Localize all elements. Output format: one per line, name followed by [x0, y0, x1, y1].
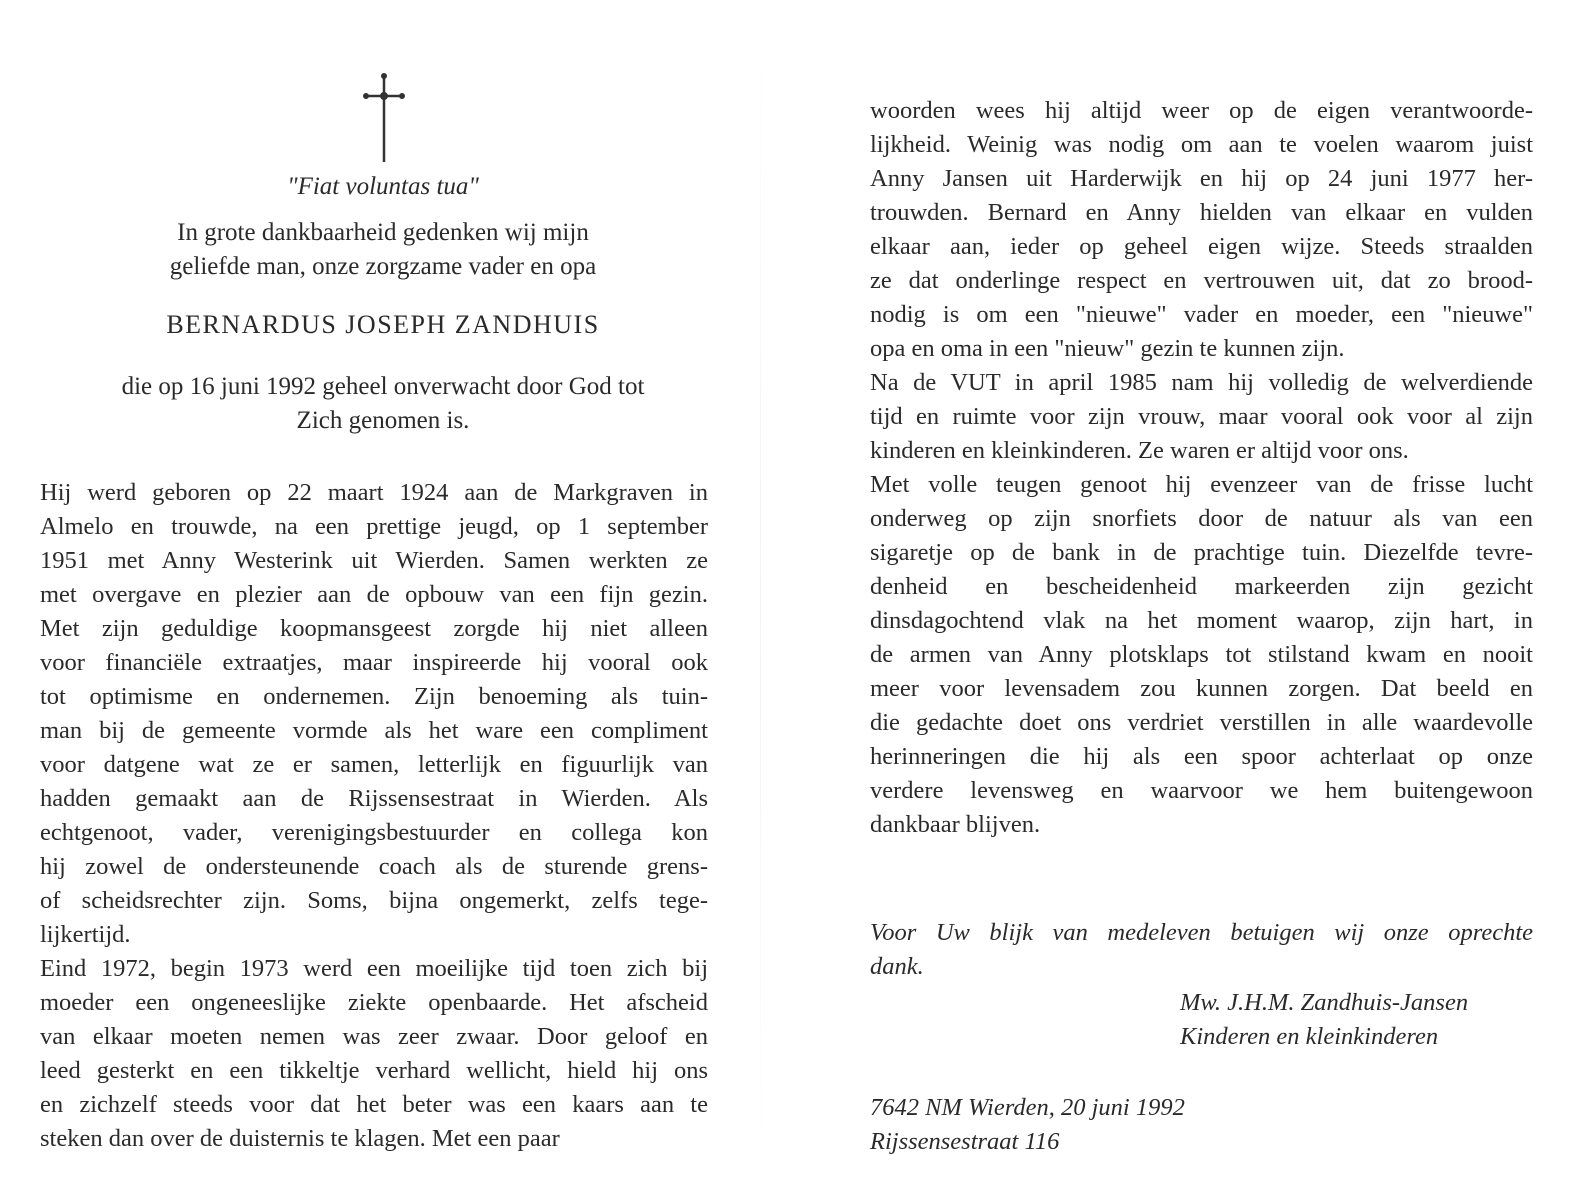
address-line: Rijssensestraat 116: [870, 1128, 1060, 1155]
text-line: herinneringen die hij als een spoor achterlaat op onze: [870, 743, 1533, 770]
intro-line: In grote dankbaarheid gedenken wij mijn: [177, 219, 589, 246]
text-line: Eind 1972, begin 1973 werd een moeilijke tijd toen zich bij: [40, 955, 708, 982]
signature: [1180, 986, 1468, 1054]
thanks-note: [870, 916, 1533, 984]
signature-line: Mw. J.H.M. Zandhuis-Jansen: [1180, 989, 1469, 1016]
text-line: voor financiële extraatjes, maar inspireerde hij vooral ook: [40, 649, 708, 676]
address-line: 7642 NM Wierden, 20 juni 1992: [870, 1094, 1185, 1121]
text-line: Na de VUT in april 1985 nam hij volledig de welverdiende: [870, 369, 1533, 396]
text-line: Hij werd geboren op 22 maart 1924 aan de Markgraven in: [40, 479, 708, 506]
intro-line: geliefde man, onze zorgzame vader en opa: [169, 253, 597, 280]
biography-left-column: [40, 476, 708, 1156]
biography-right-column: [870, 94, 1533, 842]
motto: "Fiat voluntas tua": [287, 173, 479, 200]
address: [870, 1091, 1185, 1159]
text-line: hij zowel de ondersteunende coach als de sturende grens-: [40, 853, 708, 880]
text-line: Anny Jansen uit Harderwijk en hij op 24 juni 1977 her-: [870, 165, 1533, 192]
intro: [33, 216, 733, 284]
text-line: nodig is om een "nieuwe" vader en moeder, een "nieuwe": [870, 301, 1533, 328]
death-notice: [33, 370, 733, 438]
cross-icon: [362, 72, 406, 164]
text-line: verdere levensweg en waarvoor we hem buitengewoon: [870, 777, 1533, 804]
text-line: kinderen en kleinkinderen. Ze waren er altijd voor ons.: [870, 437, 1409, 464]
text-line: hadden gemaakt aan de Rijssensestraat in Wierden. Als: [40, 785, 708, 812]
text-line: Almelo en trouwde, na een prettige jeugd, op 1 september: [40, 513, 708, 540]
signature-line: Kinderen en kleinkinderen: [1180, 1023, 1439, 1050]
text-line: en zichzelf steeds voor dat het beter was een kaars aan te: [40, 1091, 708, 1118]
text-line: Met zijn geduldige koopmansgeest zorgde hij niet alleen: [40, 615, 708, 642]
text-line: woorden wees hij altijd weer op de eigen verantwoorde-: [870, 97, 1533, 124]
text-line: onderweg op zijn snorfiets door de natuur als van een: [870, 505, 1533, 532]
text-line: Met volle teugen genoot hij evenzeer van de frisse lucht: [870, 471, 1533, 498]
text-line: 1951 met Anny Westerink uit Wierden. Samen werkten ze: [40, 547, 708, 574]
text-line: of scheidsrechter zijn. Soms, bijna ongemerkt, zelfs tege-: [40, 887, 708, 914]
text-line: tot optimisme en ondernemen. Zijn benoeming als tuin-: [40, 683, 708, 710]
thanks-line: dank.: [870, 953, 924, 980]
text-line: die gedachte doet ons verdriet verstillen in alle waardevolle: [870, 709, 1533, 736]
text-line: leed gesterkt en een tikkeltje verhard wellicht, hield hij ons: [40, 1057, 708, 1084]
text-line: denheid en bescheidenheid markeerden zijn gezicht: [870, 573, 1533, 600]
death-line: Zich genomen is.: [296, 407, 470, 434]
text-line: van elkaar moeten nemen was zeer zwaar. Door geloof en: [40, 1023, 708, 1050]
death-line: die op 16 juni 1992 geheel onverwacht door God tot: [121, 373, 645, 400]
deceased-name: BERNARDUS JOSEPH ZANDHUIS: [166, 310, 600, 339]
text-line: elkaar aan, ieder op geheel eigen wijze. Steeds straalden: [870, 233, 1533, 260]
text-line: voor datgene wat ze er samen, letterlijk en figuurlijk van: [40, 751, 708, 778]
text-line: trouwden. Bernard en Anny hielden van elkaar en vulden: [870, 199, 1533, 226]
card-fold: [760, 0, 761, 1200]
thanks-line: Voor Uw blijk van medeleven betuigen wij onze oprechte: [870, 919, 1533, 946]
text-line: met overgave en plezier aan de opbouw van een fijn gezin.: [40, 581, 708, 608]
text-line: lijkertijd.: [40, 921, 131, 948]
text-line: dankbaar blijven.: [870, 811, 1041, 838]
text-line: sigaretje op de bank in de prachtige tuin. Diezelfde tevre-: [870, 539, 1533, 566]
text-line: de armen van Anny plotsklaps tot stilstand kwam en nooit: [870, 641, 1533, 668]
text-line: moeder een ongeneeslijke ziekte openbaarde. Het afscheid: [40, 989, 708, 1016]
text-line: ze dat onderlinge respect en vertrouwen uit, dat zo brood-: [870, 267, 1533, 294]
text-line: opa en oma in een "nieuw" gezin te kunnen zijn.: [870, 335, 1345, 362]
text-line: steken dan over de duisternis te klagen. Met een paar: [40, 1125, 560, 1152]
text-line: dinsdagochtend vlak na het moment waarop, zijn hart, in: [870, 607, 1533, 634]
text-line: meer voor levensadem zou kunnen zorgen. Dat beeld en: [870, 675, 1533, 702]
text-line: tijd en ruimte voor zijn vrouw, maar vooral ook voor al zijn: [870, 403, 1533, 430]
text-line: lijkheid. Weinig was nodig om aan te voelen waarom juist: [870, 131, 1533, 158]
text-line: man bij de gemeente vormde als het ware een compliment: [40, 717, 708, 744]
text-line: echtgenoot, vader, verenigingsbestuurder en collega kon: [40, 819, 708, 846]
